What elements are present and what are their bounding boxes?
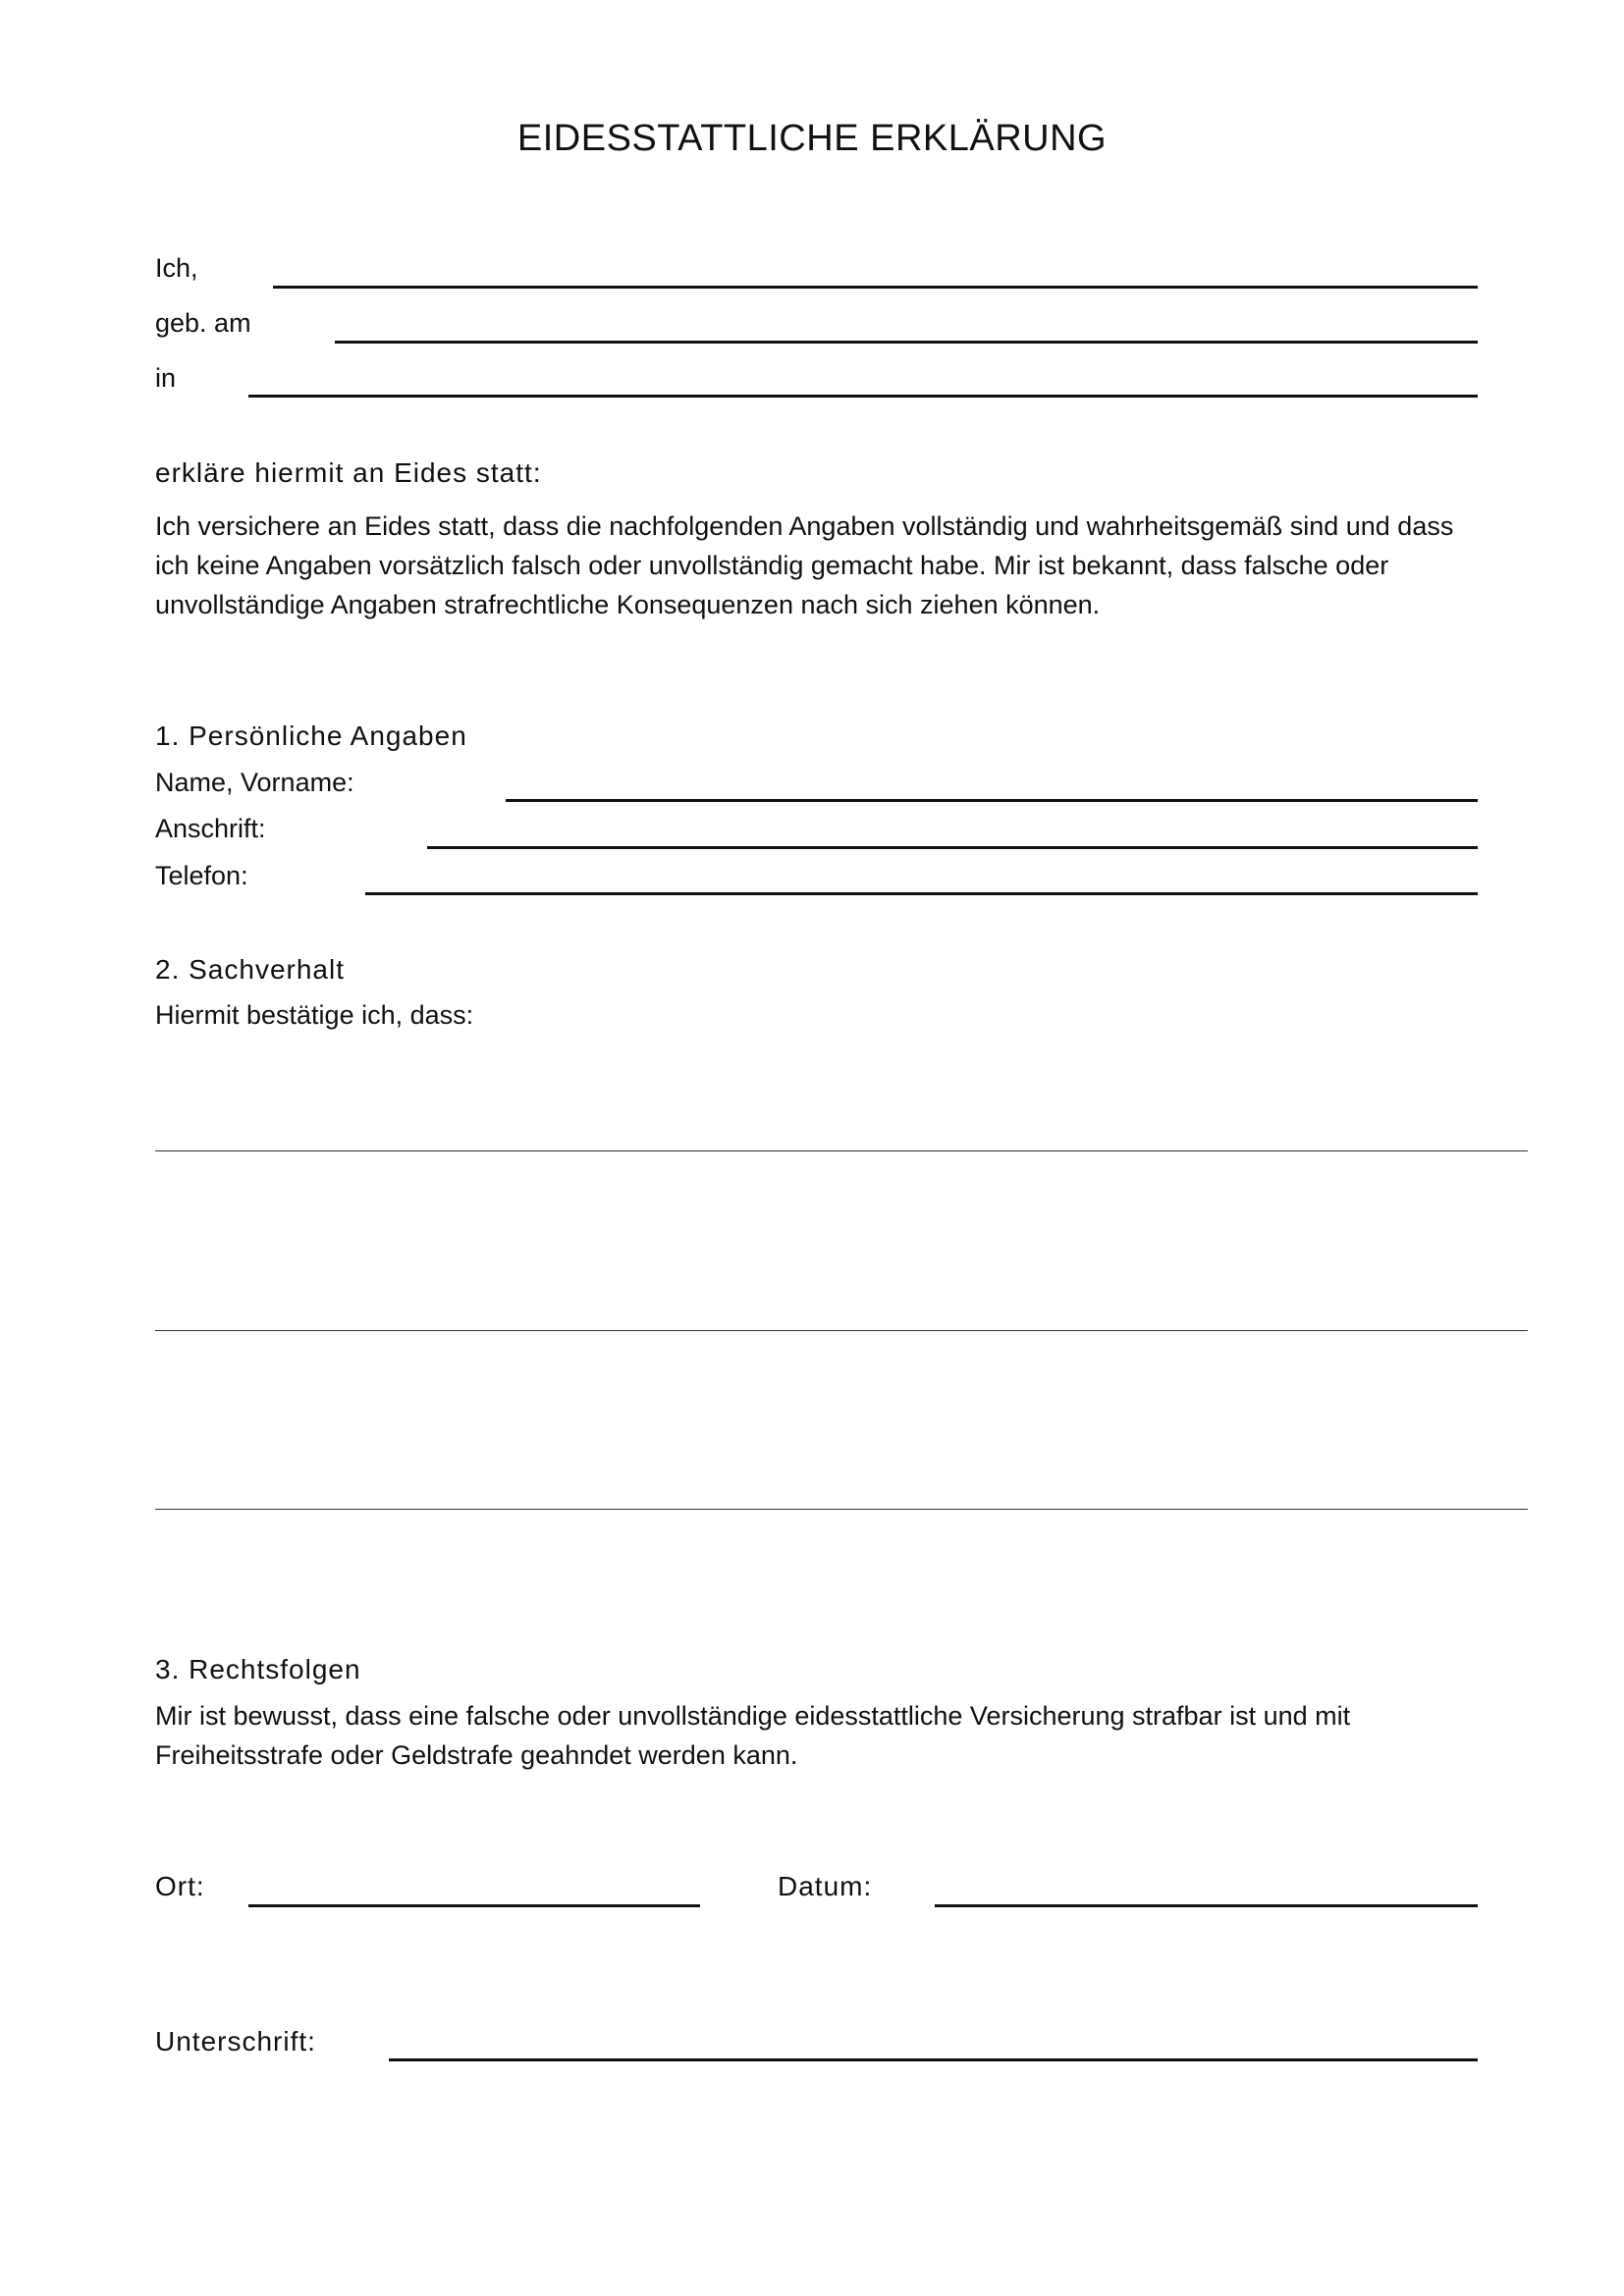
statement-line-2[interactable] (155, 1330, 1528, 1331)
address-field[interactable] (427, 846, 1478, 849)
ort-field[interactable] (248, 1904, 700, 1907)
statement-line-1[interactable] (155, 1150, 1528, 1151)
datum-field[interactable] (935, 1904, 1478, 1907)
statement-line-3[interactable] (155, 1509, 1528, 1510)
ich-label: Ich, (155, 253, 198, 283)
section-2-heading: 2. Sachverhalt (155, 954, 345, 985)
section-1-heading: 1. Persönliche Angaben (155, 721, 467, 751)
in-label: in (155, 363, 177, 393)
name-field[interactable] (506, 799, 1478, 802)
birth-place-field[interactable] (248, 395, 1478, 398)
section-2-lead: Hiermit bestätige ich, dass: (155, 1000, 474, 1030)
name-label: Name, Vorname: (155, 768, 354, 797)
section-3-heading: 3. Rechtsfolgen (155, 1654, 361, 1684)
signature-field[interactable] (389, 2058, 1478, 2061)
intro-paragraph: Ich versichere an Eides statt, dass die nachfolgenden Angaben vollständig und wahrheitsgemäß sind und dass ich keine Angaben vorsätzlich falsch oder unvollständig gemacht habe. Mir ist bekannt, dass falsche oder unvollständige Angaben strafrechtliche Konsequenzen nach sich ziehen können. (155, 511, 1454, 619)
ich-field[interactable] (273, 286, 1478, 289)
phone-label: Telefon: (155, 861, 248, 890)
section-3-paragraph: Mir ist bewusst, dass eine falsche oder unvollständige eidesstattliche Versicherung strafbar ist und mit Freiheitsstrafe oder Geldstrafe geahndet werden kann. (155, 1701, 1351, 1770)
phone-field[interactable] (365, 892, 1478, 895)
address-label: Anschrift: (155, 814, 266, 843)
document-title: EIDESSTATTLICHE ERKLÄRUNG (516, 118, 1108, 159)
declaration-line: erkläre hiermit an Eides statt: (155, 457, 542, 488)
birth-date-field[interactable] (335, 341, 1478, 344)
geb-am-label: geb. am (155, 308, 251, 338)
ort-label: Ort: (155, 1871, 205, 1901)
datum-label: Datum: (778, 1871, 873, 1901)
signature-label: Unterschrift: (155, 2026, 316, 2056)
